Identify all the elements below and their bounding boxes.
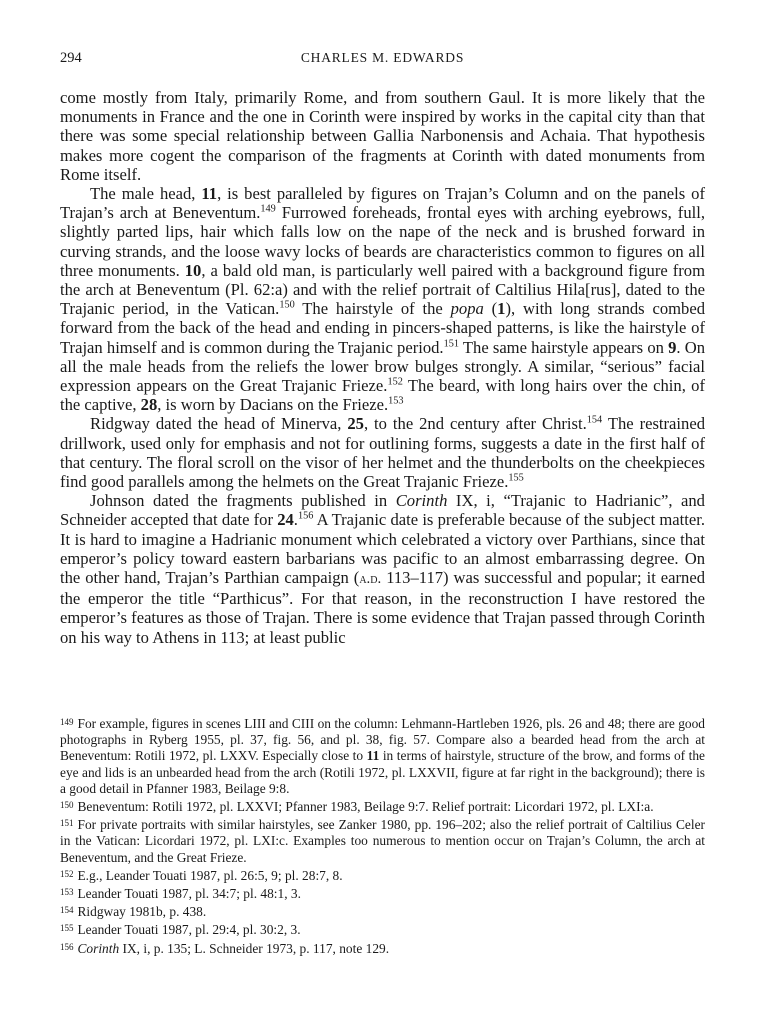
footnote-number: 152 [60,868,74,879]
text-run: Johnson dated the fragments published in [90,491,396,511]
paragraph [60,184,705,414]
text-run: Leander Touati 1987, pl. 29:4, pl. 30:2, 3. [77,922,301,938]
footnote [60,815,705,866]
footnote-number: 156 [60,941,74,952]
footnote-number: 155 [60,923,74,934]
text-run: come mostly from Italy, primarily Rome, and from southern Gaul. It is more likely that the monuments in France and the one in Corinth were inspired by works in the capital city than that there was some special relationship between Gallia Narbonensis and Achaia. That hypothesis makes more cogent the comparison of the fragments at Corinth with dated monuments from Rome itself. [60,88,705,184]
text-run: The beard, with long hairs over the chin, of the captive, [60,376,706,415]
text-run: For private portraits with similar hairstyles, see Zanker 1980, pp. 196–202; also the relief portrait of Caltilius Celer in the Vatican: Licordari 1972, pl. LXI:c. Examples too numerous to mention occur on Trajan’s Column, the arch at Beneventum, and the Great Frieze. [60,817,705,865]
text-run: A Trajanic date is preferable because of the subject matter. It is hard to imagine a Hadrianic monument which celebrated a victory over Parthians, since that emperor’s policy toward eastern barbarians was pacific to an almost embarrassing degree. On the other hand, Trajan’s Parthian campaign ( [60,510,705,588]
text-run: , is best paralleled by figures on Trajan’s Column and on the panels of Trajan’s arch at Beneventum. [60,184,705,223]
paragraph [60,414,705,491]
small-caps-text: a.d. [359,571,382,588]
text-run: The restrained drillwork, used only for emphasis and not for outlining forms, suggests a date in the first half of that century. The floral scroll on the visor of her helmet and the thunderbolts on the cheekpieces find good parallels among the helmets on the Great Trajanic Frieze. [60,414,705,492]
text-run: Furrowed foreheads, frontal eyes with arching eyebrows, full, slightly parted lips, hair which falls low on the nape of the neck and is brushed forward in curving strands, and the loose wavy locks of beards are characteristics common to figures on all three monuments. [60,203,705,280]
text-run: Ridgway dated the head of Minerva, [90,414,348,434]
text-run: in terms of hairstyle, structure of the brow, and forms of the eye and lids is an unbearded head from the arch (Rotili 1972, pl. LXXVII, figure at far right in the background); there is a good detail in Pfanner 1983, Beilage 9:8. [60,748,705,796]
footnote-ref: 155 [508,472,524,484]
catalogue-number: 25 [347,414,364,434]
footnote-ref: 151 [443,338,459,350]
footnote-number: 150 [60,800,74,811]
footnote-ref: 150 [279,299,295,311]
catalogue-number: 11 [201,184,218,204]
text-run: ( [483,299,498,319]
footnote [60,866,705,884]
italic-text: Corinth [77,940,120,956]
text-run: , is worn by Dacians on the Frieze. [157,395,389,415]
text-run: . [293,510,298,530]
footnote [60,920,705,938]
text-run: , a bald old man, is particularly well paired with a background figure from the arch at Beneventum (Pl. 62:a) and with the relief portrait of Caltilius Hila[rus], dated to the Trajanic period, in the Vatican. [60,260,705,319]
footnote [60,939,705,957]
footnote-number: 153 [60,887,74,898]
catalogue-number: 24 [277,510,294,530]
paragraph [60,88,705,184]
footnote-ref: 156 [297,510,314,522]
catalogue-number: 28 [140,395,158,415]
text-run: IX, i, “Trajanic to Hadrianic”, and Schneider accepted that date for [60,491,705,530]
italic-text: popa [450,299,484,319]
text-run: The hairstyle of the [294,299,451,319]
footnote-number: 149 [60,717,74,727]
text-run: , to the 2nd century after Christ. [363,414,587,434]
footnote [60,797,705,815]
footnote-ref: 154 [586,414,603,426]
footnote-number: 154 [60,905,74,916]
running-head: CHARLES M. EDWARDS [300,50,465,65]
catalogue-number: 11 [366,748,380,764]
footnote-number: 151 [60,818,74,829]
text-run: Ridgway 1981b, p. 438. [77,904,207,920]
catalogue-number: 1 [497,299,506,319]
body-text [60,88,705,647]
text-run: E.g., Leander Touati 1987, pl. 26:5, 9; pl. 28:7, 8. [77,867,343,883]
catalogue-number: 9 [668,337,677,357]
page-number: 294 [60,50,82,66]
text-run: The same hairstyle appears on [459,337,669,357]
footnote-ref: 153 [388,395,404,407]
footnote [60,902,705,920]
text-run: IX, i, p. 135; L. Schneider 1973, p. 117, note 129. [119,940,390,956]
text-run: . On all the male heads from the reliefs the lower brow bulges strongly. A similar, “serious” facial expression appears on the Great Trajanic Frieze. [60,337,706,396]
text-run: Leander Touati 1987, pl. 34:7; pl. 48:1, 3. [77,886,301,902]
footnotes [60,714,705,957]
page-header [60,50,705,70]
text-run: ), with long strands combed forward from the back of the head and ending in pincers-shaped patterns, is like the hairstyle of Trajan himself and is common during the Trajanic period. [60,299,705,357]
text-run: For example, figures in scenes LIII and CIII on the column: Lehmann-Hartleben 1926, pls. 26 and 48; there are good photographs in Ryberg 1955, pl. 37, fig. 56, and pl. 38, fig. 57. Compare also a bearded head from the arch at Beneventum: Rotili 1972, pl. LXXV. Especially close to [60,716,705,764]
footnote-ref: 149 [260,203,276,215]
italic-text: Corinth [395,491,448,511]
catalogue-number: 10 [184,260,202,280]
text-run: Beneventum: Rotili 1972, pl. LXXVI; Pfanner 1983, Beilage 9:7. Relief portrait: Licordari 1972, pl. LXI:a. [77,799,654,815]
text-run: The male head, [90,184,202,204]
footnote-ref: 152 [387,376,403,388]
footnote [60,714,705,797]
text-run: 113–117) was successful and popular; it earned the emperor the title “Parthicus”. For that reason, in the reconstruction I have restored the emperor’s features as those of Trajan. There is some evidence that Trajan passed through Corinth on his way to Athens in 113; at least public [60,568,705,647]
footnote [60,884,705,902]
paragraph [60,491,705,647]
